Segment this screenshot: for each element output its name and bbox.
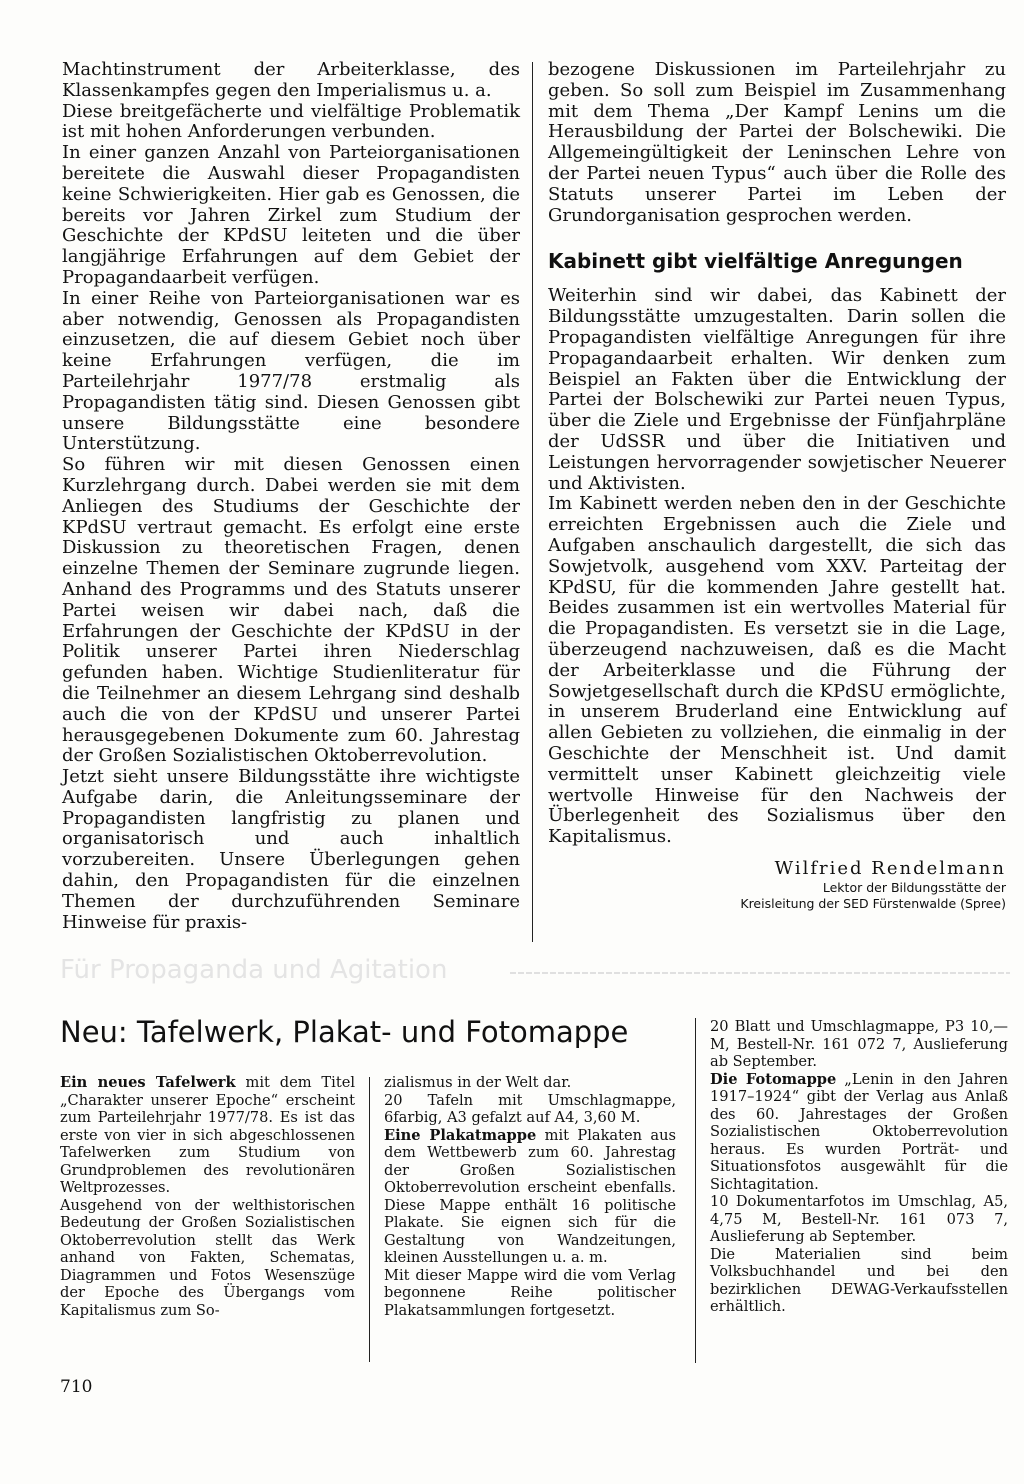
page-number: 710 [60, 1377, 93, 1397]
paragraph: bezogene Diskussionen im Parteilehrjahr zu geben. So soll zum Beispiel im Zusammenhang mit dem Thema „Der Kampf Lenins um die Herausbildung der Partei der Bolschewiki. Die Allgemeingültigkeit der Leninschen Lehre von der Partei neuen Typus“ auch über die Rolle des Statuts unserer Partei im Leben der Grundorganisation gesprochen werden. [548, 59, 1006, 226]
paragraph: Jetzt sieht unsere Bildungsstätte ihre wichtigste Aufgabe darin, die Anleitungsseminare der Propagandisten langfristig zu planen und organisatorisch und auch inhaltlich vorzubereiten. Unsere Überlegungen gehen dahin, den Propagandisten für die einzelnen Themen der durchzuführenden Seminare Hinweise für praxis- [62, 766, 520, 933]
notice-paragraph [710, 1246, 1008, 1316]
paragraph-text: „Lenin in den Jahren 1917–1924“ gibt der Verlag aus Anlaß des 60. Jahrestages der Großen Sozialistischen Oktoberrevolution heraus. Es wurden Porträt- und Situationsfotos ausgewählt für die Sichtagitation. [710, 1070, 1008, 1193]
paragraph-text: Mit dieser Mappe wird die vom Verlag begonnene Reihe politischer Plakatsammlungen fortgesetzt. [384, 1266, 676, 1319]
paragraph: Diese breitgefächerte und vielfältige Problematik ist mit hohen Anforderungen verbunden. [62, 100, 520, 143]
lead-in: Ein neues Tafelwerk [60, 1074, 236, 1091]
notice-paragraph [384, 1267, 676, 1320]
paragraph: So führen wir mit diesen Genossen einen Kurzlehrgang durch. Dabei werden sie mit dem Anliegen des Studiums der Geschichte der KPdSU vertraut gemacht. Es erfolgt eine erste Diskussion zu theoretischen Fragen, denen einzelne Themen der Seminare zugrunde liegen. Anhand des Programms und des Statuts unserer Partei weisen wir dabei nach, daß die Erfahrungen der Geschichte der KPdSU in der Politik unserer Partei ihren Niederschlag gefunden haben. Wichtige Studienliteratur für die Teilnehmer an diesem Lehrgang sind deshalb auch die von der KPdSU und unserer Partei herausgegebenen Dokumente zum 60. Jahrestag der Großen Sozialistischen Oktoberrevolution. [62, 454, 520, 767]
paragraph-text: Ausgehend von der welthistorischen Bedeutung der Großen Sozialistischen Oktoberrevolution stellt das Werk anhand von Fakten, Schematas, Diagrammen und Fotos Wesenszüge der Epoche des Übergangs vom Kapitalismus zum So- [60, 1196, 355, 1319]
paragraph-text: zialismus in der Welt dar. [384, 1074, 572, 1091]
notice-paragraph [384, 1092, 676, 1127]
section-banner-text: Für Propaganda und Agitation [60, 955, 448, 985]
notice-paragraph [384, 1074, 676, 1092]
paragraph-text: mit dem Titel „Charakter unserer Epoche“ erscheint zum Parteilehrjahr 1977/78. Es ist das erste von vier in sich abgeschlossenen Tafelwerken zum Studium von Grundproblemen des revolutionären Weltprozesses. [60, 1074, 355, 1196]
article-column-right [548, 60, 1006, 912]
paragraph-text: 20 Blatt und Umschlagmappe, P3 10,—M, Bestell-Nr. 161 072 7, Auslieferung ab September. [710, 1018, 1008, 1070]
notice-paragraph [710, 1193, 1008, 1246]
column-divider [695, 1018, 696, 1363]
section-banner-rule [510, 972, 1010, 974]
column-divider [532, 62, 533, 942]
paragraph: Weiterhin sind wir dabei, das Kabinett der Bildungsstätte umzugestalten. Darin sollen die Propagandisten vielfältige Anregungen für ihre Propagandaarbeit erhalten. Wir denken zum Beispiel an Fakten über die Entwicklung der Partei der Bolschewiki zur Partei neuen Typus, über die Ziele und Ergebnisse der Fünfjahrpläne der UdSSR und über die Initiativen und Leistungen hervorragender sowjetischer Neuerer und Aktivisten. [548, 285, 1006, 494]
lead-in: Eine Plakatmappe [384, 1126, 537, 1144]
paragraph: Im Kabinett werden neben den in der Geschichte erreichten Ergebnissen auch die Ziele und Aufgaben anschaulich dargestellt, die sich das Sowjetvolk, ausgehend vom XXV. Parteitag der KPdSU, für die kommenden Jahre gestellt hat. Beides zusammen ist ein wertvolles Material für die Propagandisten. Es versetzt sie in die Lage, überzeugend nachzuweisen, daß es die Macht der Arbeiterklasse und die Führung der Sowjetgesellschaft durch die KPdSU ermöglichte, in unserem Bruderland eine Entwicklung auf allen Gebieten zu vollziehen, die einmalig in der Geschichte der Menschheit ist. Und damit vermittelt unser Kabinett gleichzeitig viele wertvolle Hinweise für den Nachweis der Überlegenheit des Sozialismus über den Kapitalismus. [548, 493, 1006, 848]
notice-paragraph [60, 1074, 355, 1197]
notice-column-3 [710, 1018, 1008, 1316]
paragraph: Machtinstrument der Arbeiterklasse, des Klassenkampfes gegen den Imperialismus u. a. [62, 59, 520, 101]
paragraph: In einer ganzen Anzahl von Parteiorganisationen bereitete die Auswahl dieser Propagandisten keine Schwierigkeiten. Hier gab es Genossen, die bereits vor Jahren Zirkel zum Studium der Geschichte der KPdSU leiteten und die über langjährige Erfahrungen auf dem Gebiet der Propagandaarbeit verfügen. [62, 142, 520, 288]
lead-in: Die Fotomappe [710, 1070, 837, 1088]
author-role: Lektor der Bildungsstätte der [822, 879, 1006, 895]
section-heading: Kabinett gibt vielfältige Anregungen [548, 249, 963, 274]
notice-headline: Neu: Tafelwerk, Plakat- und Fotomappe [60, 1015, 629, 1049]
paragraph: In einer Reihe von Parteiorganisationen war es aber notwendig, Genossen als Propagandisten einzusetzen, die auf diesem Gebiet noch über keine Erfahrungen verfügen, die im Parteilehrjahr 1977/78 erstmalig als Propagandisten tätig sind. Diesen Genossen gibt unsere Bildungsstätte eine besondere Unterstützung. [62, 287, 520, 455]
author-organization: Kreisleitung der SED Fürstenwalde (Spree) [740, 895, 1006, 911]
paragraph-text: 20 Tafeln mit Umschlagmappe, 6farbig, A3 gefalzt auf A4, 3,60 M. [384, 1091, 676, 1126]
paragraph-text: 10 Dokumentarfotos im Umschlag, A5, 4,75 M, Bestell-Nr. 161 073 7, Auslieferung ab September. [710, 1193, 1008, 1245]
notice-paragraph [710, 1071, 1008, 1194]
paragraph-text: mit Plakaten aus dem Wettbewerb zum 60. Jahrestag der Großen Sozialistischen Oktoberrevolution erscheint ebenfalls. Diese Mappe enthält 16 politische Plakate. Sie eignen sich für die Gestaltung von Wandzeitungen, kleinen Ausstellungen u. a. m. [384, 1126, 676, 1266]
author-name: Wilfried Rendelmann [774, 857, 1006, 879]
author-signature [548, 858, 1006, 912]
notice-column-2 [384, 1074, 676, 1319]
article-column-left [62, 60, 520, 933]
column-divider [369, 1077, 370, 1362]
notice-paragraph [384, 1127, 676, 1267]
paragraph-text: Die Materialien sind beim Volksbuchhandel und bei den bezirklichen DEWAG-Verkaufsstellen erhältlich. [710, 1245, 1008, 1315]
notice-paragraph [60, 1197, 355, 1320]
section-banner [60, 955, 1010, 989]
notice-paragraph [710, 1018, 1008, 1071]
notice-column-1 [60, 1074, 355, 1319]
